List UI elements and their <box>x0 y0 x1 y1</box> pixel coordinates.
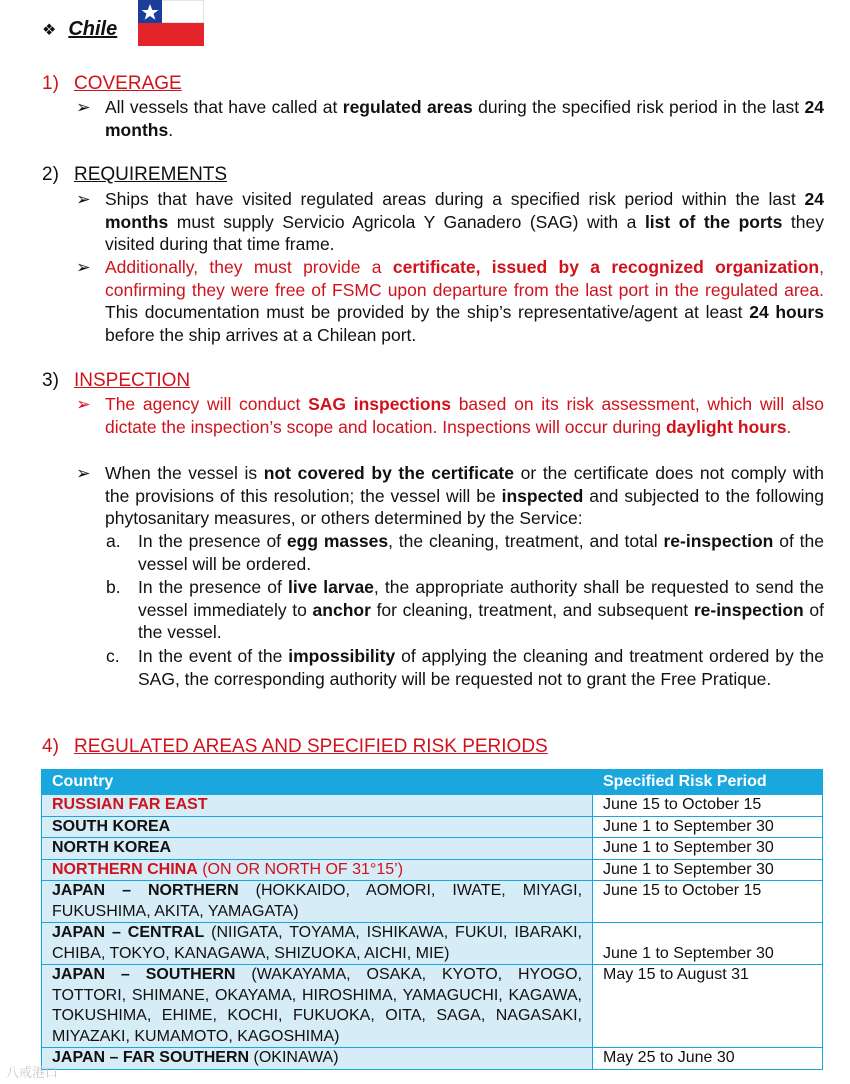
diamond-bullet-icon: ❖ <box>42 21 57 39</box>
watermark: 八戒港口 <box>6 1065 59 1080</box>
header-risk-period: Specified Risk Period <box>593 770 823 795</box>
header-country: Country <box>42 770 593 795</box>
table-row: SOUTH KOREA June 1 to September 30 <box>42 816 823 838</box>
inspection-subitem-c: c. In the event of the impossibility of applying the cleaning and treatment ordered by the SAG, the corresponding authority will be requested not to grant the Free Pratique. <box>106 646 824 689</box>
arrow-bullet-icon: ➢ <box>76 97 91 117</box>
arrow-bullet-icon: ➢ <box>76 257 91 277</box>
country-heading <box>42 18 117 41</box>
table-row: NORTH KOREA June 1 to September 30 <box>42 838 823 860</box>
table-row: NORTHERN CHINA (ON OR NORTH OF 31°15’) June 1 to September 30 <box>42 859 823 881</box>
table-row: JAPAN – FAR SOUTHERN (OKINAWA) May 25 to June 30 <box>42 1048 823 1070</box>
requirements-bullet-2: ➢ Additionally, they must provide a certificate, issued by a recognized organization, confirming they were free of FSMC upon departure from the last port in the regulated area. This documentation must be provided by the ship’s representative/agent at least 24 hours before the ship arrives at a Chilean port. <box>76 257 824 345</box>
section-requirements-heading: 2) REQUIREMENTS <box>42 164 228 185</box>
section-regulated-areas-heading: 4) REGULATED AREAS AND SPECIFIED RISK PERIODS <box>42 736 548 757</box>
requirements-bullet-1: ➢ Ships that have visited regulated areas during a specified risk period within the last 24 months must supply Servicio Agricola Y Ganadero (SAG) with a list of the ports they visited during that time frame. <box>76 189 824 255</box>
inspection-bullet-2: ➢ When the vessel is not covered by the certificate or the certificate does not comply with the provisions of this resolution; the vessel will be inspected and subjected to the following phytosanitary measures, or others determined by the Service: <box>76 463 824 529</box>
section-inspection-heading: 3) INSPECTION <box>42 370 191 391</box>
arrow-bullet-icon: ➢ <box>76 189 91 209</box>
chile-flag-icon <box>138 0 204 46</box>
coverage-bullet: ➢ All vessels that have called at regulated areas during the specified risk period in the last 24 months. <box>76 97 825 140</box>
table-row: JAPAN – CENTRAL (NIIGATA, TOYAMA, ISHIKAWA, FUKUI, IBARAKI, CHIBA, TOKYO, KANAGAWA, SHIZUOKA, AICHI, MIE) June 1 to September 30 <box>42 923 823 965</box>
risk-period-table <box>41 769 823 1070</box>
inspection-subitem-b: b. In the presence of live larvae, the appropriate authority shall be requested to send the vessel immediately to anchor for cleaning, treatment, and subsequent re-inspection of the vessel. <box>106 577 825 643</box>
arrow-bullet-icon: ➢ <box>76 394 91 414</box>
arrow-bullet-icon: ➢ <box>76 463 91 483</box>
table-row: JAPAN – NORTHERN (HOKKAIDO, AOMORI, IWATE, MIYAGI, FUKUSHIMA, AKITA, YAMAGATA) June 15 to October 15 <box>42 881 823 923</box>
inspection-bullet-1: ➢ The agency will conduct SAG inspections based on its risk assessment, which will also dictate the inspection’s scope and location. Inspections will occur during daylight hours. <box>76 394 824 437</box>
section-coverage-heading: 1) COVERAGE <box>42 73 182 94</box>
inspection-subitem-a: a. In the presence of egg masses, the cleaning, treatment, and total re-inspection of the vessel will be ordered. <box>106 531 824 574</box>
table-row: RUSSIAN FAR EAST June 15 to October 15 <box>42 795 823 817</box>
country-name: Chile <box>68 18 118 40</box>
table-row: JAPAN – SOUTHERN (WAKAYAMA, OSAKA, KYOTO, HYOGO, TOTTORI, SHIMANE, OKAYAMA, HIROSHIMA, YAMAGUCHI, KAGAWA, TOKUSHIMA, EHIME, KOCHI, FUKUOKA, OITA, SAGA, NAGASAKI, MIYAZAKI, KUMAMOTO, KAGOSHIMA) May 15 to August 31 <box>42 965 823 1048</box>
table-header-row <box>42 770 823 795</box>
